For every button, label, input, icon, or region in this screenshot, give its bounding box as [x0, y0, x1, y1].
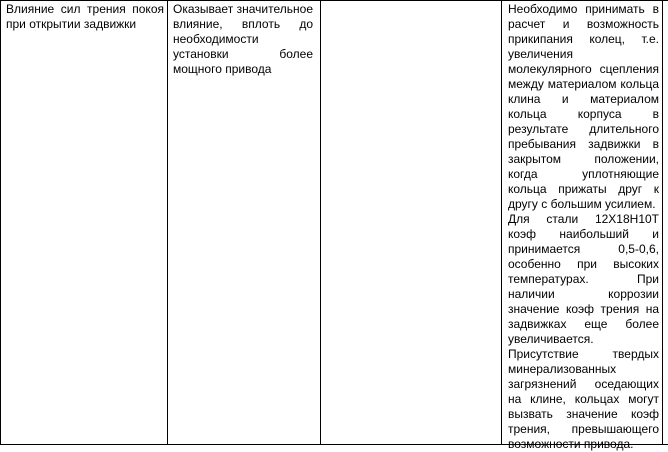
- column-border: [0, 0, 1, 445]
- factor-text: Влияние сил трения покоя при открытии задвижки: [6, 2, 164, 31]
- table-row-notes-cell: [508, 2, 659, 452]
- table-row-factor-cell: [6, 2, 164, 32]
- column-border: [501, 0, 502, 445]
- table-row-effect-cell: [173, 2, 313, 77]
- notes-paragraph-2: Для стали 12Х18Н10Т коэф наибольший и принимается 0,5-0,6, особенно при высоких температурах. При наличии коррозии значение коэф трения на задвижках еще более увеличивается.: [508, 212, 659, 346]
- column-border: [320, 0, 321, 445]
- notes-paragraph-1: Необходимо принимать в расчет и возможность прикипания колец, т.е. увеличения молекулярного сцепления между материалом кольца клина и материалом кольца корпуса в результате длительного пребывания задвижки в закрытом положении, когда уплотняющие кольца прижаты друг к другу с большим усилием.: [508, 2, 659, 211]
- notes-paragraph-3: Присутствие твердых минерализованных загрязнений оседающих на клине, кольцах могут вызвать значение коэф трения, превышающего возможности привода.: [508, 347, 659, 451]
- column-border: [167, 0, 168, 445]
- column-border: [662, 0, 663, 445]
- table-top-border: [0, 0, 668, 1]
- effect-text: Оказывает значительное влияние, вплоть до необходимости установки более мощного привода: [173, 2, 313, 76]
